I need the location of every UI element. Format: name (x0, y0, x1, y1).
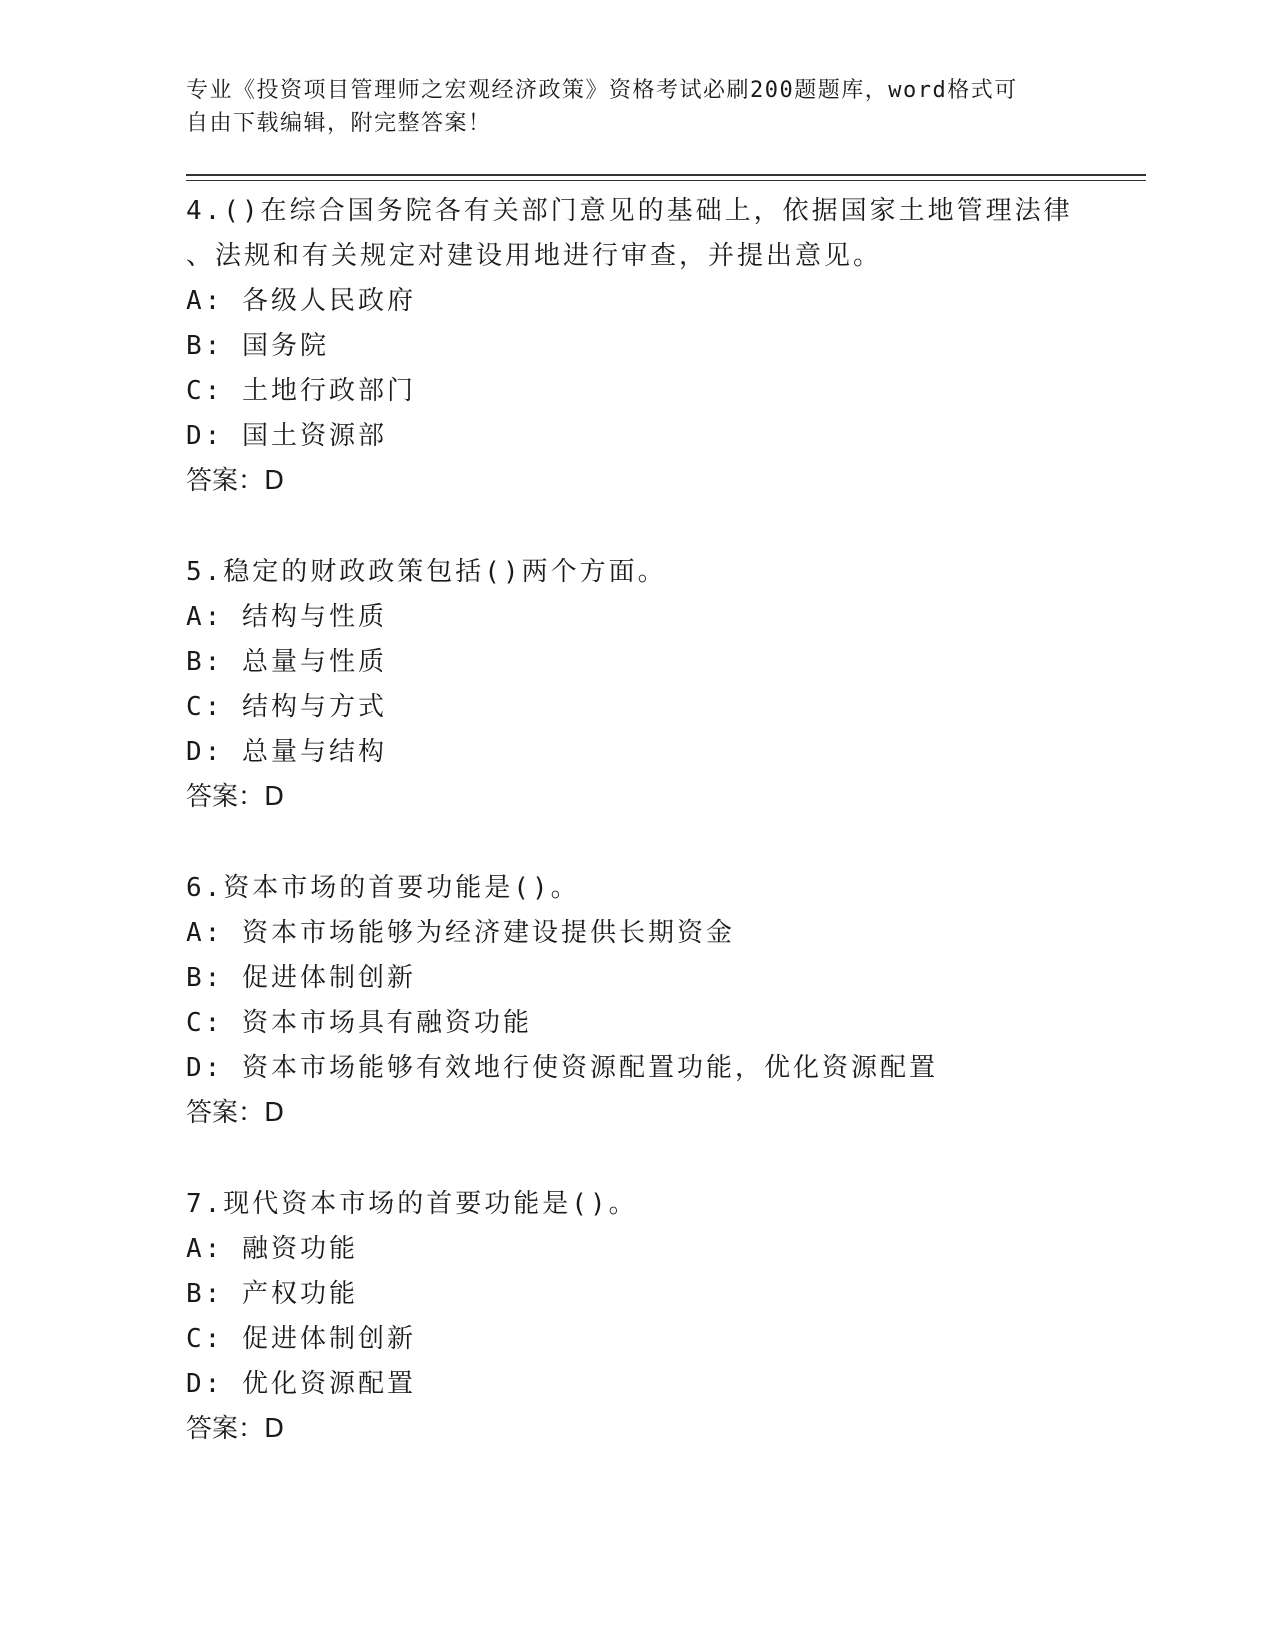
answer: 答案：D (186, 466, 285, 496)
header-divider (186, 174, 1146, 181)
option-c: C: 促进体制创新 (186, 1324, 416, 1354)
option-b: B: 国务院 (186, 331, 329, 361)
question-stem: 4.()在综合国务院各有关部门意见的基础上，依据国家土地管理法律 (186, 196, 1073, 226)
answer: 答案：D (186, 1414, 285, 1444)
option-b: B: 产权功能 (186, 1279, 358, 1309)
document-page (186, 74, 1146, 1452)
question-stem: 7.现代资本市场的首要功能是()。 (186, 1189, 638, 1219)
option-b: B: 促进体制创新 (186, 963, 416, 993)
option-c: C: 土地行政部门 (186, 376, 416, 406)
question-stem: 6.资本市场的首要功能是()。 (186, 873, 580, 903)
option-b: B: 总量与性质 (186, 647, 387, 677)
option-d: D: 资本市场能够有效地行使资源配置功能，优化资源配置 (186, 1053, 938, 1083)
option-d: D: 优化资源配置 (186, 1369, 416, 1399)
question-spacer (186, 504, 1146, 550)
answer: 答案：D (186, 782, 285, 812)
option-a: A: 结构与性质 (186, 602, 387, 632)
question-spacer (186, 820, 1146, 866)
question-5 (186, 550, 1146, 820)
question-spacer (186, 1136, 1146, 1182)
document-header-line-1: 专业《投资项目管理师之宏观经济政策》资格考试必刷200题题库，word格式可 (186, 78, 1018, 103)
question-4 (186, 189, 1146, 504)
question-6 (186, 866, 1146, 1136)
answer: 答案：D (186, 1098, 285, 1128)
question-stem: 5.稳定的财政政策包括()两个方面。 (186, 557, 667, 587)
option-c: C: 结构与方式 (186, 692, 387, 722)
question-stem-continued: 、法规和有关规定对建设用地进行审查，并提出意见。 (186, 241, 883, 271)
question-7 (186, 1182, 1146, 1452)
option-a: A: 各级人民政府 (186, 286, 416, 316)
option-a: A: 资本市场能够为经济建设提供长期资金 (186, 918, 735, 948)
option-c: C: 资本市场具有融资功能 (186, 1008, 532, 1038)
option-d: D: 国土资源部 (186, 421, 387, 451)
option-d: D: 总量与结构 (186, 737, 387, 767)
document-header-line-2: 自由下载编辑，附完整答案！ (186, 111, 492, 136)
option-a: A: 融资功能 (186, 1234, 358, 1264)
